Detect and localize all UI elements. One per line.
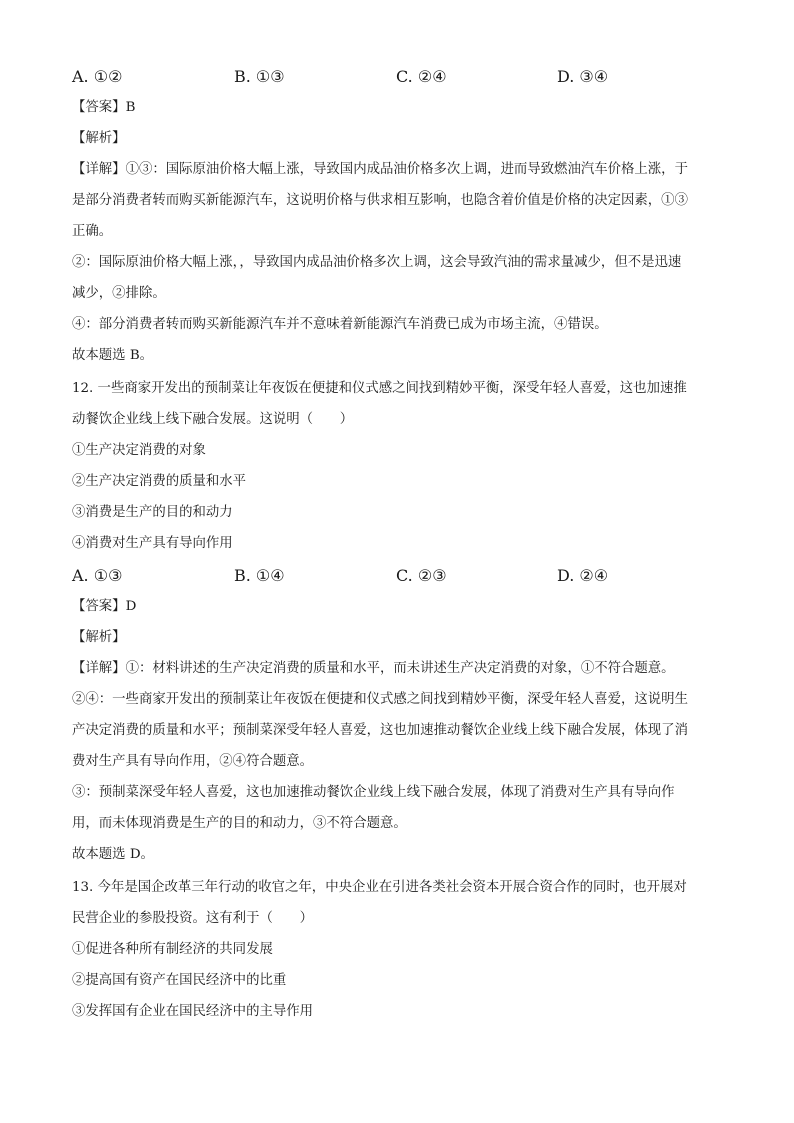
q11-conclusion: 故本题选 B。 bbox=[72, 348, 154, 363]
q12-detail-line-6: 用，而未体现消费是生产的目的和动力，③不符合题意。 bbox=[72, 816, 407, 831]
q12-detail-line-4: 费对生产具有导向作用，②④符合题意。 bbox=[72, 754, 314, 769]
q11-detail-line-6: ④：部分消费者转而购买新能源汽车并不意味着新能源汽车消费已成为市场主流，④错误。 bbox=[72, 317, 608, 332]
q12-detail-line-2: ②④：一些商家开发出的预制菜让年夜饭在便捷和仪式感之间找到精妙平衡，深受年轻人喜爱，这说明生 bbox=[72, 692, 688, 707]
answer-value: D bbox=[125, 599, 137, 614]
q11-answer bbox=[72, 99, 722, 117]
q12-item-4: ④消费对生产具有导向作用 bbox=[72, 536, 233, 551]
answer-label: 【答案】 bbox=[72, 100, 126, 115]
q13-stem-line-2: 民营企业的参股投资。这有利于（ ） bbox=[72, 911, 314, 926]
q11-analysis-label: 【解析】 bbox=[72, 131, 126, 146]
q12-detail-line-1 bbox=[72, 660, 722, 678]
q13-item-3: ③发挥国有企业在国民经济中的主导作用 bbox=[72, 1004, 314, 1019]
q12-detail-line-3: 产决定消费的质量和水平；预制菜深受年轻人喜爱，这也加速推动餐饮企业线上线下融合发展，体现了消 bbox=[72, 723, 688, 738]
q12-item-2: ②生产决定消费的质量和水平 bbox=[72, 474, 247, 489]
q12-conclusion: 故本题选 D。 bbox=[72, 847, 154, 862]
answer-label: 【答案】 bbox=[72, 599, 126, 614]
q12-stem-line-2: 动餐饮企业线上线下融合发展。这说明（ ） bbox=[72, 412, 354, 427]
q11-detail-line-5: 减少，②排除。 bbox=[72, 286, 166, 301]
q12-item-1: ①生产决定消费的对象 bbox=[72, 443, 206, 458]
q11-option-a: A. ①② bbox=[72, 67, 123, 86]
answer-value: B bbox=[125, 100, 136, 115]
detail-label: 【详解】 bbox=[72, 661, 126, 676]
q13-item-2: ②提高国有资产在国民经济中的比重 bbox=[72, 973, 287, 988]
q11-detail-line-3: 正确。 bbox=[72, 224, 113, 239]
q11-option-d: D. ③④ bbox=[557, 67, 609, 86]
q13-stem-line-1: 13. 今年是国企改革三年行动的收官之年，中央企业在引进各类社会资本开展合资合作的同时，也开展对 bbox=[72, 880, 687, 895]
q11-detail-line-1 bbox=[72, 161, 722, 179]
detail-text: ①：材料讲述的生产决定消费的质量和水平，而未讲述生产决定消费的对象，①不符合题意。 bbox=[125, 661, 675, 676]
q12-item-3: ③消费是生产的目的和动力 bbox=[72, 505, 233, 520]
q12-option-b: B. ①④ bbox=[234, 566, 285, 585]
q12-detail-line-5: ③：预制菜深受年轻人喜爱，这也加速推动餐饮企业线上线下融合发展，体现了消费对生产具有导向作 bbox=[72, 785, 675, 800]
q11-detail-line-4: ②：国际原油价格大幅上涨，，导致国内成品油价格多次上调，这会导致汽油的需求量减少，但不是迅速 bbox=[72, 255, 682, 270]
q11-option-b: B. ①③ bbox=[234, 67, 285, 86]
q12-option-c: C. ②③ bbox=[396, 566, 447, 585]
q12-stem-line-1: 12. 一些商家开发出的预制菜让年夜饭在便捷和仪式感之间找到精妙平衡，深受年轻人喜爱，这也加速推 bbox=[72, 381, 687, 396]
q11-option-c: C. ②④ bbox=[396, 67, 447, 86]
q13-item-1: ①促进各种所有制经济的共同发展 bbox=[72, 942, 273, 957]
q12-analysis-label: 【解析】 bbox=[72, 630, 126, 645]
q11-detail-line-2: 是部分消费者转而购买新能源汽车，这说明价格与供求相互影响，也隐含着价值是价格的决定因素，①③ bbox=[72, 193, 688, 208]
detail-text: ①③：国际原油价格大幅上涨，导致国内成品油价格多次上调，进而导致燃油汽车价格上涨，于 bbox=[125, 162, 688, 177]
detail-label: 【详解】 bbox=[72, 162, 126, 177]
q12-option-a: A. ①③ bbox=[72, 566, 123, 585]
q12-option-d: D. ②④ bbox=[557, 566, 609, 585]
q12-answer bbox=[72, 598, 722, 616]
